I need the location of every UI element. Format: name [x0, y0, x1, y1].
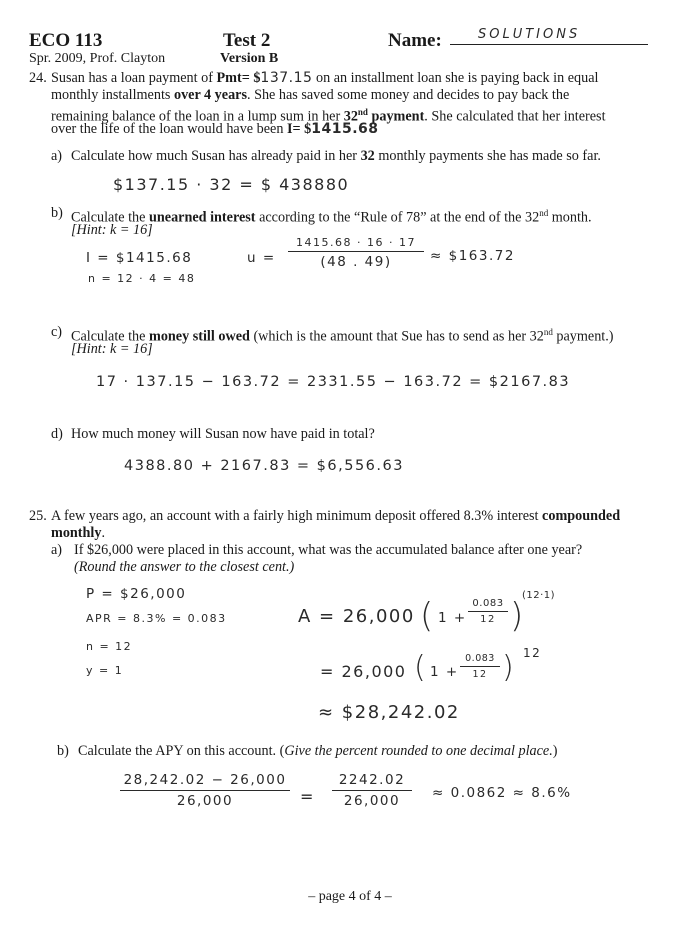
q24b-numerator: 1415.68 · 16 · 17: [296, 236, 416, 249]
q25a-eq2-paren-open: (: [414, 650, 428, 685]
name-value: SOLUTIONS: [478, 27, 581, 42]
q24a-text: Calculate how much Susan has already paid in her 32 monthly payments she has made so far.: [71, 148, 601, 164]
q24d-text: How much money will Susan now have paid in total?: [71, 426, 375, 442]
q24b-result: ≈ $163.72: [430, 248, 515, 264]
q25a-eq1-exponent: (12·1): [522, 590, 556, 601]
fraction-bar: [288, 251, 424, 252]
q25a-hint: (Round the answer to the closest cent.): [74, 559, 295, 575]
q25a-y: y = 1: [86, 664, 124, 677]
q25a-eq1-one-plus: 1 +: [438, 610, 467, 626]
test-version: Version B: [220, 51, 279, 66]
q24-line2: monthly installments over 4 years. She has saved some money and decides to pay back the: [51, 87, 570, 103]
q24b-label: b): [51, 205, 63, 221]
q25b-fraction-2: [332, 772, 412, 809]
q25a-eq1-paren-close: ): [510, 596, 525, 636]
page-footer: – page 4 of 4 –: [308, 889, 392, 904]
q24c-text: Calculate the money still owed (which is the amount that Sue has to send as her 32nd payment.): [71, 327, 614, 345]
q24d-answer: 4388.80 + 2167.83 = $6,556.63: [124, 458, 404, 474]
q24b-fraction: [288, 236, 424, 270]
q24b-hint: [Hint: k = 16]: [71, 222, 153, 238]
course-code: ECO 113: [29, 30, 103, 51]
q25a-final-answer: ≈ $28,242.02: [318, 702, 460, 723]
q24b-u-label: u =: [247, 250, 276, 266]
q25a-eq1-fraction: [468, 598, 508, 625]
test-title: Test 2: [223, 30, 271, 51]
q24c-label: c): [51, 324, 63, 340]
q24c-answer: 17 · 137.15 − 163.72 = 2331.55 − 163.72 = $2167.83: [96, 374, 571, 390]
rate-numerator: 0.083: [465, 653, 495, 664]
q25b-denominator-2: 26,000: [343, 793, 401, 809]
q25a-eq2-paren-close: ): [502, 650, 516, 685]
q25a-eq2-fraction: [460, 653, 500, 680]
q25a-label: a): [51, 542, 63, 558]
q24-number: 24.: [29, 70, 47, 86]
fraction-bar: [468, 611, 508, 612]
q25b-numerator-2: 2242.02: [338, 772, 406, 788]
q24a-answer: $137.15 · 32 = $ 438880: [113, 175, 350, 194]
q24d-label: d): [51, 426, 63, 442]
q25a-n: n = 12: [86, 640, 133, 653]
q25-line1: A few years ago, an account with a fairly high minimum deposit offered 8.3% interest compounded: [51, 508, 621, 524]
rate-numerator: 0.083: [472, 598, 504, 609]
q24c-hint: [Hint: k = 16]: [71, 341, 153, 357]
q25b-result: ≈ 0.0862 ≈ 8.6%: [432, 785, 572, 801]
q24-line3: remaining balance of the loan in a lump sum in her 32nd payment. She calculated that her interest: [51, 107, 606, 125]
q24b-work-n: n = 12 · 4 = 48: [88, 272, 196, 285]
q25b-equals: =: [300, 787, 315, 806]
fraction-bar: [332, 790, 412, 791]
q24b-denominator: (48 . 49): [320, 254, 392, 270]
q24b-text: Calculate the unearned interest according to the “Rule of 78” at the end of the 32nd month.: [71, 208, 592, 226]
name-underline: [450, 44, 648, 45]
q25a-eq2-one-plus: 1 +: [430, 664, 459, 680]
q25b-text: Calculate the APY on this account. (Give the percent rounded to one decimal place.): [78, 743, 558, 759]
q25-line2: monthly.: [51, 525, 105, 541]
q24a-label: a): [51, 148, 63, 164]
rate-denominator: 12: [480, 614, 496, 625]
q25b-fraction-1: [120, 772, 290, 809]
q25a-eq2-exponent: 12: [523, 646, 542, 660]
q25a-eq1-paren-open: (: [420, 596, 435, 636]
rate-denominator: 12: [472, 669, 488, 680]
q25a-eq2-left: = 26,000: [320, 662, 407, 681]
term-instructor: Spr. 2009, Prof. Clayton: [29, 51, 166, 66]
q25b-denominator-1: 26,000: [176, 793, 234, 809]
fraction-bar: [460, 666, 500, 667]
name-label: Name:: [388, 30, 442, 51]
q24b-work-interest: I = $1415.68: [86, 250, 193, 266]
fraction-bar: [120, 790, 290, 791]
q25a-eq1-left: A = 26,000: [298, 606, 415, 627]
q25a-text: If $26,000 were placed in this account, what was the accumulated balance after one year?: [74, 542, 583, 558]
q24-line4: over the life of the loan would have been I= $1415.68: [51, 121, 379, 137]
q24-line1: Susan has a loan payment of Pmt= $137.15 on an installment loan she is paying back in equal: [51, 70, 599, 86]
q25-number: 25.: [29, 508, 47, 524]
q25a-principal: P = $26,000: [86, 586, 187, 602]
q25b-label: b): [57, 743, 69, 759]
q25a-apr: APR = 8.3% = 0.083: [86, 612, 227, 625]
q25b-numerator-1: 28,242.02 − 26,000: [123, 772, 287, 788]
